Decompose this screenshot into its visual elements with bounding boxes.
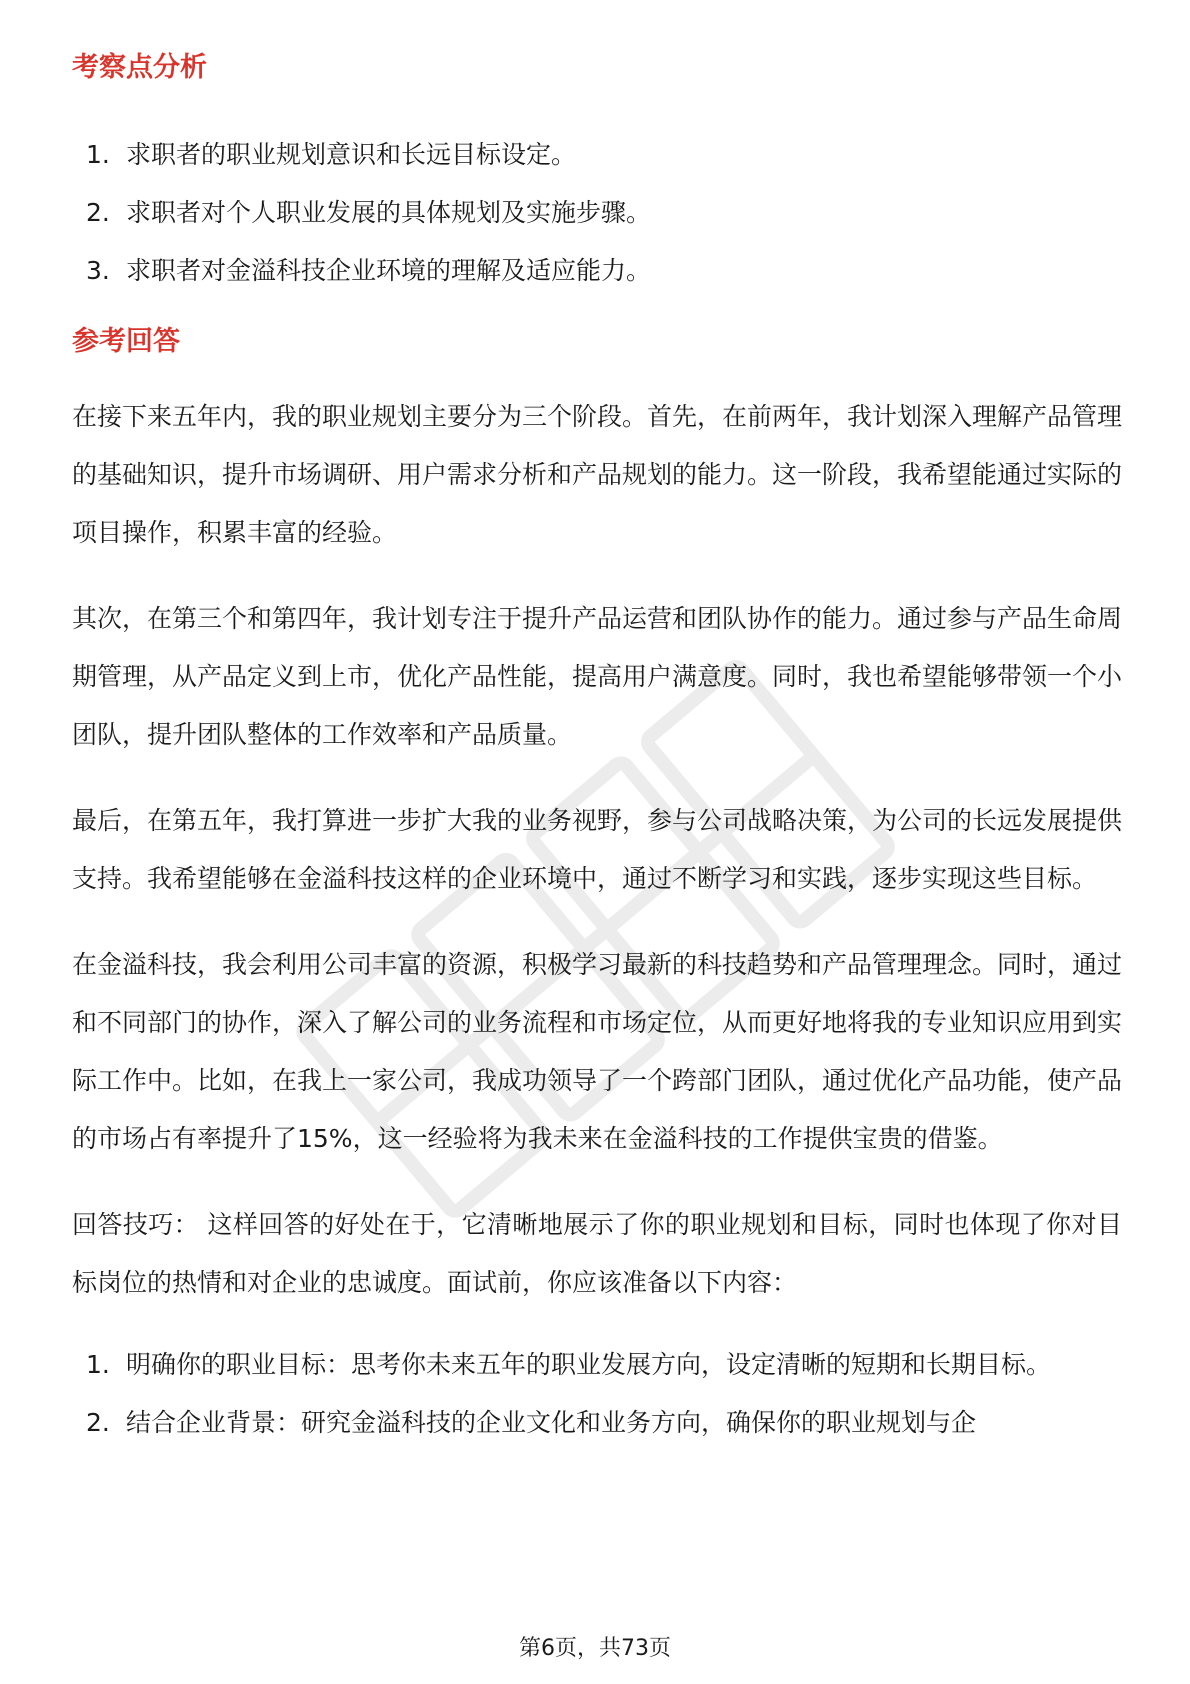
list-item — [72, 1336, 1122, 1394]
list-item — [72, 126, 1122, 184]
section-title-reference-answer: 参考回答 — [72, 326, 180, 357]
answer-tips-paragraph: 回答技巧： 这样回答的好处在于，它清晰地展示了你的职业规划和目标，同时也体现了你对目标岗位的热情和对企业的忠诚度。面试前，你应该准备以下内容： — [72, 1210, 1122, 1297]
answer-paragraph: 其次，在第三个和第四年，我计划专注于提升产品运营和团队协作的能力。通过参与产品生命周期管理，从产品定义到上市，优化产品性能，提高用户满意度。同时，我也希望能够带领一个小团队，提升团队整体的工作效率和产品质量。 — [72, 604, 1123, 749]
answer-paragraph: 在金溢科技，我会利用公司丰富的资源，积极学习最新的科技趋势和产品管理理念。同时，通过和不同部门的协作，深入了解公司的业务流程和市场定位，从而更好地将我的专业知识应用到实际工作中。比如，在我上一家公司，我成功领导了一个跨部门团队，通过优化产品功能，使产品的市场占有率提升了15%，这一经验将为我未来在金溢科技的工作提供宝贵的借鉴。 — [72, 950, 1123, 1153]
list-item — [72, 242, 1122, 300]
answer-paragraph: 最后，在第五年，我打算进一步扩大我的业务视野，参与公司战略决策，为公司的长远发展提供支持。我希望能够在金溢科技这样的企业环境中，通过不断学习和实践，逐步实现这些目标。 — [72, 806, 1123, 893]
list-item-number: 3. — [86, 256, 110, 285]
list-item-number: 2. — [86, 1408, 110, 1437]
list-item-text: 求职者对金溢科技企业环境的理解及适应能力。 — [126, 256, 652, 285]
tips-list — [72, 1336, 1122, 1452]
section-title-analysis: 考察点分析 — [72, 52, 207, 83]
list-item-text: 结合企业背景：研究金溢科技的企业文化和业务方向，确保你的职业规划与企 — [126, 1408, 977, 1437]
answer-paragraph: 在接下来五年内，我的职业规划主要分为三个阶段。首先，在前两年，我计划深入理解产品管理的基础知识，提升市场调研、用户需求分析和产品规划的能力。这一阶段，我希望能通过实际的项目操作，积累丰富的经验。 — [72, 402, 1123, 547]
list-item-text: 求职者对个人职业发展的具体规划及实施步骤。 — [126, 198, 652, 227]
list-item — [72, 1394, 1122, 1452]
list-item-number: 1. — [86, 1350, 110, 1379]
analysis-list — [72, 126, 1122, 300]
list-item — [72, 184, 1122, 242]
list-item-number: 2. — [86, 198, 110, 227]
list-item-number: 1. — [86, 140, 110, 169]
list-item-text: 求职者的职业规划意识和长远目标设定。 — [126, 140, 577, 169]
content-area — [72, 48, 1122, 1452]
list-item-text: 明确你的职业目标：思考你未来五年的职业发展方向，设定清晰的短期和长期目标。 — [126, 1350, 1052, 1379]
page-footer: 第6页，共73页 — [519, 1636, 671, 1661]
